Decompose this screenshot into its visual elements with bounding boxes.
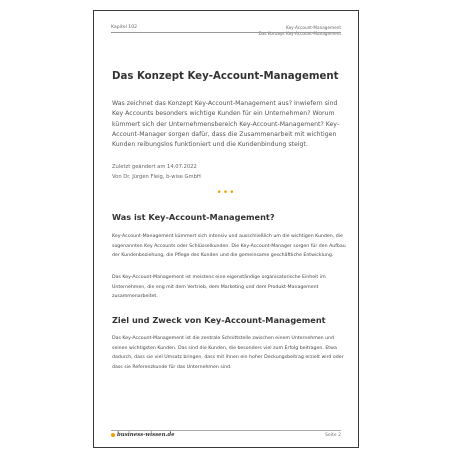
article-meta <box>112 162 201 182</box>
page-number: Seite 2 <box>324 433 341 438</box>
section-heading-what-is: Was ist Key-Account-Management? <box>112 212 275 222</box>
last-changed-text: Zuletzt geändert am 14.07.2022 <box>112 164 197 170</box>
section2-paragraph-1: Das Key-Account-Management ist die zentrale Schnittstelle zwischen einem Unternehmen und seinen wichtigsten Kunden. Das sind die Kunden, die besonders viel zum Erfolg beitragen. Etwa dadurch, dass sie viel Umsatz bringen, dass mit ihnen ein hoher Deckungsbeitrag erzielt wird oder dass sie Referenzkunde für das Unternehmen sind. <box>112 336 344 370</box>
document-page <box>93 10 359 448</box>
footer-brand-text: business-wissen.de <box>117 432 175 438</box>
header-chapter: Kapitel 102 <box>111 25 138 30</box>
separator-dots: ••• <box>216 188 236 198</box>
header-divider <box>111 32 341 33</box>
page-title: Das Konzept Key-Account-Management <box>112 71 339 82</box>
section1-paragraph-1: Key-Account-Management kümmert sich intensiv und ausschließlich um die wichtigen Kunden, die sogenannten Key Accounts oder Schlüsselkunden. Die Key-Account-Manager sorgen für den Aufbau der Kundenbeziehung, die Pflege des Kunden und die gemeinsame geschäftliche Entwicklung. <box>112 234 346 259</box>
footer-brand <box>111 432 175 438</box>
author-text: Von Dr. Jürgen Fleig, b-wise GmbH <box>112 174 201 180</box>
header-section-info <box>259 25 341 37</box>
section1-paragraph-2: Das Key-Account-Management ist meistens eine eigenständige organisatorische Einheit im Unternehmen, die eng mit dem Vertrieb, dem Marketing und dem Produkt-Management zusammenarbeitet. <box>112 275 326 300</box>
header-subsection: Das Konzept Key-Account-Management <box>258 31 341 36</box>
footer-divider <box>111 430 341 431</box>
header-section: Key-Account-Management <box>286 25 341 30</box>
intro-paragraph: Was zeichnet das Konzept Key-Account-Management aus? Inwiefern sind Key Accounts besonders wichtige Kunden für ein Unternehmen? Worum kümmert sich der Unternehmensbereich Key-Account-Management? Key-Account-Manager sorgen dafür, dass die Zusammenarbeit mit wichtigen Kunden reibungslos funktioniert und die Kundenbindung steigt. <box>112 100 340 149</box>
brand-logo-dot-icon <box>111 433 115 437</box>
section-heading-goal: Ziel und Zweck von Key-Account-Management <box>112 315 326 325</box>
